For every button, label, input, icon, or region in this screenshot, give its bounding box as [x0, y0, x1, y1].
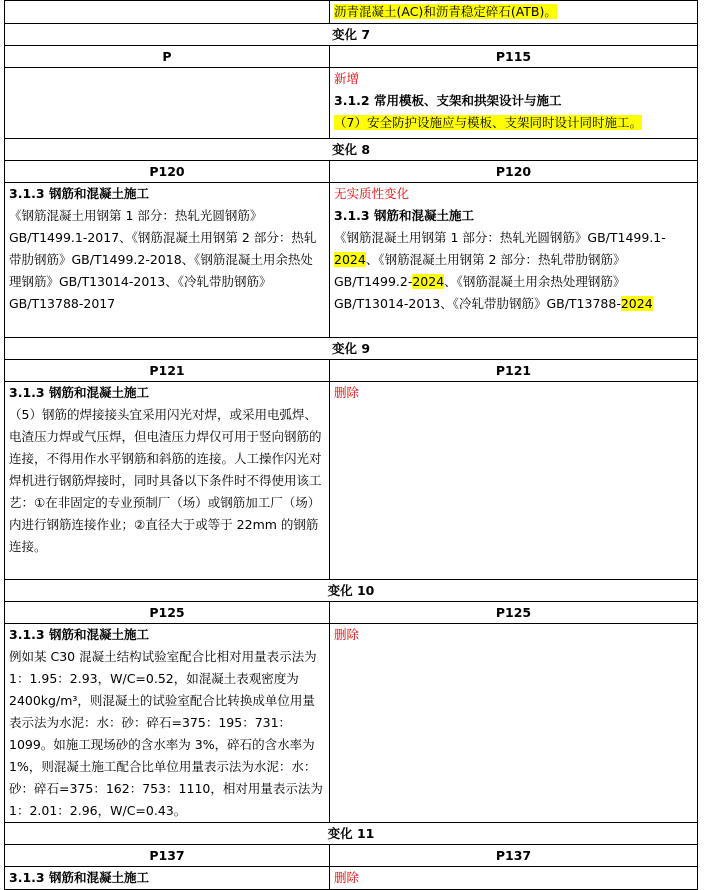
change-11-label: 变化 11: [5, 823, 698, 845]
change-10-tag: 删除: [334, 627, 360, 642]
change-7-item: （7）安全防护设施应与模板、支架同时设计同时施工。: [334, 115, 642, 130]
change-8-right-cell: [330, 183, 698, 338]
change-8-year-3: 2024: [620, 296, 653, 311]
change-7-tag: 新增: [334, 71, 360, 86]
change-10-right-cell: [330, 624, 698, 823]
change-8-year-1: 2024: [334, 252, 366, 267]
change-8-left-cell: [5, 183, 330, 338]
top-row: [5, 1, 698, 24]
change-9-tag: 删除: [334, 385, 360, 400]
change-10-left-heading: 3.1.3 钢筋和混凝土施工: [9, 627, 149, 642]
change-7-label: 变化 7: [5, 24, 698, 46]
change-8-year-2: 2024: [412, 274, 445, 289]
change-11-left-heading: 3.1.3 钢筋和混凝土施工: [9, 870, 149, 885]
change-10-label: 变化 10: [5, 580, 698, 602]
change-8-left-heading: 3.1.3 钢筋和混凝土施工: [9, 186, 149, 201]
change-10-left-cell: [5, 624, 330, 823]
change-11-right-cell: [330, 867, 698, 890]
change-9-left-text: （5）钢筋的焊接接头宜采用闪光对焊，或采用电弧焊、电渣压力焊或气压焊，但电渣压力焊仅可用于竖向钢筋的连接，不得用作水平钢筋和斜筋的连接。人工操作闪光对焊机进行钢筋焊接时，同时具备以下条件时不得使用该工艺：①在非固定的专业预制厂（场）或钢筋加工厂（场）内进行钢筋连接作业；②直径大于或等于 22mm 的钢筋连接。: [9, 407, 322, 554]
change-11-right-page: P137: [330, 845, 698, 867]
change-8-right-text-3: 、《钢筋混凝土用余热处理钢筋》GB/T13014-2013、《冷轧带肋钢筋》GB/T13788-: [334, 274, 626, 311]
change-8-right-heading: 3.1.3 钢筋和混凝土施工: [334, 208, 474, 223]
change-9-right-page: P121: [330, 360, 698, 382]
change-8-left-text: 《钢筋混凝土用钢第 1 部分：热轧光圆钢筋》GB/T1499.1-2017、《钢筋混凝土用钢第 2 部分：热轧带肋钢筋》GB/T1499.2-2018、《钢筋混凝土用余热处理钢筋》GB/T13014-2013、《冷轧带肋钢筋》GB/T13788-2017: [9, 208, 317, 311]
change-7-right-page: P115: [330, 46, 698, 68]
change-9-label: 变化 9: [5, 338, 698, 360]
change-10-left-page: P125: [5, 602, 330, 624]
change-9-left-page: P121: [5, 360, 330, 382]
change-7-heading: 3.1.2 常用模板、支架和拱架设计与施工: [334, 93, 562, 108]
change-8-right-text-1: 《钢筋混凝土用钢第 1 部分：热轧光圆钢筋》GB/T1499.1-: [334, 230, 666, 245]
change-8-right-text-2: 、《钢筋混凝土用钢第 2 部分：热轧带肋钢筋》GB/T1499.2-: [334, 252, 626, 289]
change-9-left-cell: [5, 382, 330, 580]
change-7-left-cell: [5, 68, 330, 139]
change-7-right-cell: [330, 68, 698, 139]
change-11-left-page: P137: [5, 845, 330, 867]
change-11-left-cell: [5, 867, 330, 890]
change-7-left-page: P: [5, 46, 330, 68]
change-8-left-page: P120: [5, 161, 330, 183]
change-8-right-page: P120: [330, 161, 698, 183]
change-8-tag: 无实质性变化: [334, 186, 410, 201]
change-11-tag: 删除: [334, 870, 360, 885]
change-10-left-text: 例如某 C30 混凝土结构试验室配合比相对用量表示法为 1：1.95：2.93，W/C=0.52，如混凝土表观密度为 2400kg/m³，则混凝土的试验室配合比转换成单位用量表示法为水泥：水：砂：碎石=375：195：731：1099。如施工现场砂的含水率为 3%，碎石的含水率为 1%，则混凝土施工配合比单位用量表示法为水泥：水：砂：碎石=375：162：753：1110，相对用量表示法为 1：2.01：2.96，W/C=0.43。: [9, 649, 323, 818]
change-9-left-heading: 3.1.3 钢筋和混凝土施工: [9, 385, 149, 400]
change-8-label: 变化 8: [5, 139, 698, 161]
top-row-text: 沥青混凝土(AC)和沥青稳定碎石(ATB)。: [334, 4, 557, 19]
comparison-table: [4, 0, 698, 890]
change-10-right-page: P125: [330, 602, 698, 624]
change-9-right-cell: [330, 382, 698, 580]
